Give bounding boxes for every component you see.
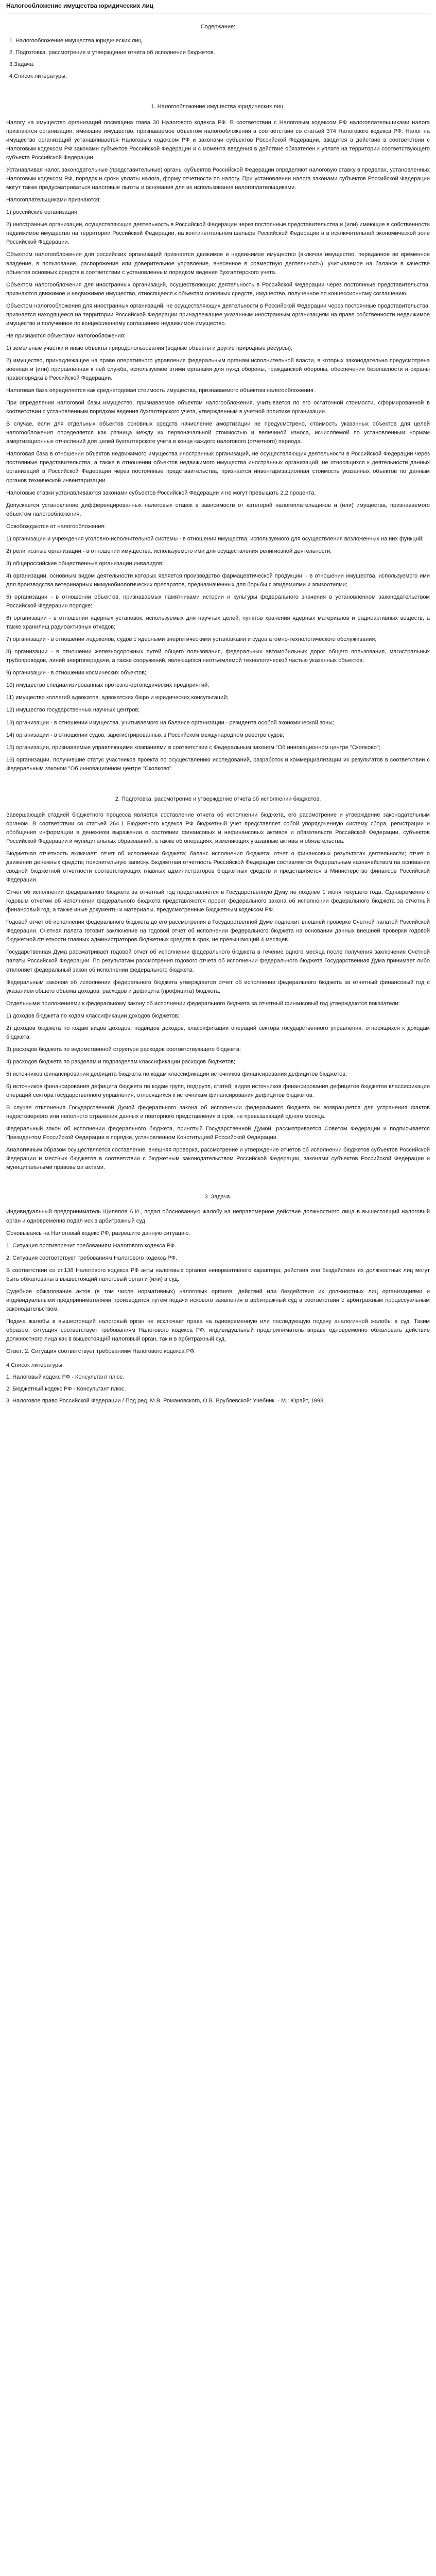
paragraph: 1. Ситуация противоречит требованиям Налогового кодекса РФ. xyxy=(6,1242,177,1249)
toc-item: 2. Подготовка, рассмотрение и утверждение отчета об исполнении бюджетов. xyxy=(9,49,215,56)
paragraph: Объектом налогообложения для иностранных организаций, осуществляющих деятельность в Российской Федерации через постоянные представительства, признаются движимое и недвижимое имущество, относящееся к объектам основных средств, имущество, полученное по концессионному соглашению. xyxy=(6,281,430,297)
paragraph: 6) источников финансирования дефицита бюджета по кодам групп, подгрупп, статей, видов источников финансирования дефицитов бюджетов классификации операций сектора государственного управления, относящихся к источникам финансирования дефицитов бюджетов. xyxy=(6,1083,430,1099)
paragraph: Налогу на имущество организаций посвящена глава 30 Налогового кодекса РФ. В соответствии с Налоговым кодексом РФ налогоплательщиками налога признаются организации, имеющие имущество, признаваемое объектом налогообложения в соответствии со статьей 374 Налогового кодекса РФ. Налог на имущество организаций устанавливается Налоговым кодексом РФ и законами субъектов Российской Федерации, вводится в действие в соответствии с Налоговым кодексом РФ законами субъектов Российской Федерации и с момента введения в действие обязателен к уплате на территории соответствующего субъекта Российской Федерации. xyxy=(6,119,430,161)
paragraph: Освобождаются от налогообложения: xyxy=(6,523,106,530)
paragraph: 1) организации и учреждения уголовно-исполнительной системы - в отношении имущества, используемого для осуществления возложенных на них функций; xyxy=(6,535,424,542)
paragraph: 2. Ситуация соответствует требованиям Налогового кодекса РФ. xyxy=(6,1255,178,1261)
paragraph: Годовой отчет об исполнении федерального бюджета до его рассмотрения в Государственной Думе подлежит внешней проверке Счетной палатой Российской Федерации. Счетная палата готовит заключение на годовой отчет об исполнении федерального бюджета на основании данных внешней проверки годовой бюджетной отчетности главных администраторов бюджетных средств в срок, не превышающий 4 месяцев. xyxy=(6,919,430,943)
footer-space xyxy=(6,1409,430,1429)
toc-item: 1. Налогообложение имущества юридических лиц. xyxy=(9,37,143,44)
section-3-heading: 3. Задача. xyxy=(204,1194,232,1200)
paragraph: 2) религиозные организации - в отношении имущества, используемого ими для осуществления религиозной деятельности; xyxy=(6,548,332,554)
section-1-body xyxy=(6,118,430,773)
paragraph: Федеральным законом об исполнении федерального бюджета утверждается отчет об исполнении федерального бюджета за отчетный финансовый год с указанием общего объема доходов, расходов и дефицита (профицита) бюджета. xyxy=(6,979,430,994)
paragraph: При определении налоговой базы имущество, признаваемое объектом налогообложения, учитывается по его остаточной стоимости, сформированной в соответствии с установленным порядком ведения бухгалтерского учета, утвержденным в учетной политике организации. xyxy=(6,400,430,415)
paragraph: Индивидуальный предприниматель Щипелов А.И., подал обоснованную жалобу на неправомерное действие должностного лица в вышестоящий налоговый орган и одновременно подал иск в арбитражный суд. xyxy=(6,1209,430,1224)
paragraph: Аналогичным образом осуществляется составление, внешняя проверка, рассмотрение и утверждение отчетов об исполнении бюджетов субъектов Российской Федерации и местных бюджетов в соответствии с бюджетным законодательством Российской Федерации, законами субъектов Российской Федерации и муниципальными правовыми актами. xyxy=(6,1147,430,1171)
section-4 xyxy=(6,1361,430,1405)
paragraph: 10) имущество специализированных протезно-ортопедических предприятий; xyxy=(6,682,210,689)
section-3-body xyxy=(6,1208,430,1356)
paragraph: 6) организации - в отношении ядерных установок, используемых для научных целей, пунктов хранения ядерных материалов и радиоактивных веществ, а также хранилищ радиоактивных отходов; xyxy=(6,615,430,631)
paragraph: Подача жалобы в вышестоящий налоговый орган не исключает права на одновременную или последующую подачу аналогичной жалобы в суд. Таким образом, ситуация соответствует требованиям Налогового кодекса РФ: индивидуальный предприниматель вправе одновременно обжаловать действие должностного лица как в вышестоящий налоговый орган, так и в арбитражный суд. xyxy=(6,1318,430,1343)
paragraph: 15) организации, признаваемые управляющими компаниями в соответствии с Федеральным законом "Об инновационном центре "Сколково"; xyxy=(6,744,380,751)
paragraph: 3) общероссийские общественные организации инвалидов; xyxy=(6,560,164,567)
section-2-body xyxy=(6,811,430,1173)
paragraph: 2) иностранные организации, осуществляющие деятельность в Российской Федерации через постоянные представительства и (или) имеющие в собственности недвижимое имущество на территории Российской Федерации, на континентальном шельфе Российской Федерации и в исключительной экономической зоне Российской Федерации. xyxy=(6,222,430,246)
paragraph: Федеральный закон об исполнении федерального бюджета, принятый Государственной Думой, рассматривается Советом Федерации и подписывается Президентом Российской Федерации в порядке, установленном Конституцией Российской Федерации. xyxy=(6,1126,430,1141)
paragraph: Допускается установление дифференцированных налоговых ставок в зависимости от категорий налогоплательщиков и (или) имущества, признаваемого объектом налогообложения. xyxy=(6,502,430,517)
paragraph: Налогоплательщиками признаются: xyxy=(6,197,101,204)
section-2 xyxy=(6,795,430,1173)
paragraph: Объектом налогообложения для российских организаций признается движимое и недвижимое имущество (включая имущество, переданное во временное владение, в пользование, распоряжение или доверительное управление, внесенное в совместную деятельность), учитываемое на балансе в качестве объектов основных средств в соответствии с установленным порядком ведения бухгалтерского учета. xyxy=(6,251,430,276)
paragraph: 1) земельные участки и иные объекты природопользования (водные объекты и другие природные ресурсы); xyxy=(6,345,293,351)
paragraph: В соответствии со ст.138 Налогового кодекса РФ акты налоговых органов ненормативного характера, действия или бездействие их должностных лиц могут быть обжалованы в вышестоящий налоговый орган и (или) в суд. xyxy=(6,1267,430,1282)
paragraph: 3. Налоговое право Российской Федерации / Под ред. М.В. Романовского, О.В. Врублевской: Учебник. - М.: Юрайт, 1998. xyxy=(6,1398,325,1404)
section-4-heading: 4.Список литературы: xyxy=(6,1362,64,1369)
paragraph: В случае отклонения Государственной Думой федерального закона об исполнении федерального бюджета он возвращается для устранения фактов недостоверного или неполного отражения данных и повторного представления в срок, не превышающий одного месяца. xyxy=(6,1105,430,1120)
paragraph: 1) российские организации; xyxy=(6,209,79,216)
paragraph: 9) организации - в отношении космических объектов; xyxy=(6,670,147,676)
paragraph: Объектом налогообложения для иностранных организаций, не осуществляющих деятельности в Российской Федерации через постоянные представительства, признается находящееся на территории Российской Федерации принадлежащее указанным иностранным организациям на праве собственности недвижимое имущество и полученное по концессионному соглашению недвижимое имущество. xyxy=(6,302,430,327)
paragraph: Налоговая база определяется как среднегодовая стоимость имущества, признаваемого объектом налогообложения. xyxy=(6,387,315,394)
page-title: Налогообложение имущества юридических лиц xyxy=(6,1,430,13)
paragraph: 16) организации, получившие статус участников проекта по осуществлению исследований, разработок и коммерциализации их результатов в соответствии с Федеральным законом "Об инновационном центре "Сколково". xyxy=(6,756,430,772)
paragraph: 5) организации - в отношении объектов, признаваемых памятниками истории и культуры федерального значения в установленном законодательством Российской Федерации порядке; xyxy=(6,594,430,609)
paragraph: Ответ: 2. Ситуация соответствует требованиям Налогового кодекса РФ. xyxy=(6,1348,196,1355)
table-of-contents xyxy=(6,23,430,81)
paragraph: Основываясь на Налоговый кодекс РФ, разрешите данную ситуацию. xyxy=(6,1230,190,1236)
paragraph: 1) доходов бюджета по кодам классификации доходов бюджетов; xyxy=(6,1012,180,1019)
paragraph: 2. Бюджетный кодекс РФ - Консультант плюс. xyxy=(6,1386,126,1393)
paragraph: Устанавливая налог, законодательные (представительные) органы субъектов Российской Федерации определяют налоговую ставку в пределах, установленных Налоговым кодексом РФ, порядок и сроки уплаты налога, форму отчетности по налогу. При установлении налога законами субъектов Российской Федерации могут также предусматриваться налоговые льготы и основания для их использования налогоплательщиками. xyxy=(6,167,430,191)
paragraph: 7) организации - в отношении ледоколов, судов с ядерными энергетическими установками и судов атомно-технологического обслуживания; xyxy=(6,636,377,643)
section-1 xyxy=(6,103,430,773)
toc-list xyxy=(9,37,430,81)
paragraph: Судебное обжалование актов (в том числе нормативных) налоговых органов, действий или бездействия их должностных лиц организациями и индивидуальными предпринимателями производится путем подачи искового заявления в арбитражный суд в соответствии с арбитражным процессуальным законодательством. xyxy=(6,1288,430,1312)
paragraph: 11) имущество коллегий адвокатов, адвокатских бюро и юридических консультаций; xyxy=(6,694,229,701)
paragraph: Налоговая база в отношении объектов недвижимого имущества иностранных организаций, не осуществляющих деятельности в Российской Федерации через постоянные представительства, а также в отношении объектов недвижимого имущества иностранных организаций, не относящихся к деятельности данных организаций в Российской Федерации через постоянные представительства, признается инвентаризационная стоимость указанных объектов по данным органов технической инвентаризации. xyxy=(6,451,430,484)
section-4-body xyxy=(6,1373,430,1405)
section-3 xyxy=(6,1193,430,1356)
toc-heading: Содержание: xyxy=(200,23,236,30)
paragraph: 8) организации - в отношении железнодорожных путей общего пользования, федеральных автомобильных дорог общего пользования, магистральных трубопроводов, линий энергопередачи, а также сооружений, являющихся неотъемлемой технологической частью указанных объектов; xyxy=(6,649,430,664)
paragraph: 12) имущество государственных научных центров; xyxy=(6,707,140,714)
paragraph: 14) организации - в отношении судов, зарегистрированных в Российском международном реестре судов; xyxy=(6,732,285,738)
paragraph: 13) организации - в отношении имущества, учитываемого на балансе организации - резидента особой экономической зоны; xyxy=(6,719,335,726)
toc-item: 3.Задача. xyxy=(9,61,35,67)
paragraph: 4) организации, основным видом деятельности которых является производство фармацевтической продукции, - в отношении имущества, используемого ими для производства ветеринарных иммунобиологических препаратов, предназначенных для борьбы с эпидемиями и эпизоотиями; xyxy=(6,572,430,588)
paragraph: 2) доходов бюджета по кодам видов доходов, подвидов доходов, классификации операций сектора государственного управления, относящихся к доходам бюджета; xyxy=(6,1025,430,1040)
paragraph: Не признаются объектами налогообложения: xyxy=(6,332,126,339)
paragraph: В случае, если для отдельных объектов основных средств начисление амортизации не предусмотрено, стоимость указанных объектов для целей налогообложения определяется как разница между их первоначальной стоимостью и величиной износа, исчисляемой по установленным нормам амортизационных отчислений для целей бухгалтерского учета в конце каждого налогового (отчетного) периода. xyxy=(6,421,430,445)
paragraph: Завершающей стадией бюджетного процесса является составление отчета об исполнении бюджета, его рассмотрение и утверждение законодательным органом. В соответствии со статьей 264.1 Бюджетного кодекса РФ бюджетный учет представляет собой упорядоченную систему сбора, регистрации и обобщения информации в денежном выражении о состоянии финансовых и нефинансовых активов и обязательств Российской Федерации, субъектов Российской Федерации и муниципальных образований, а также об операциях, изменяющих указанные активы и обязательства. xyxy=(6,811,430,844)
paragraph: Налоговые ставки устанавливаются законами субъектов Российской Федерации и не могут превышать 2,2 процента. xyxy=(6,489,316,496)
section-1-heading: 1. Налогообложение имущества юридических лиц. xyxy=(151,103,285,110)
paragraph: 5) источников финансирования дефицита бюджета по кодам классификации источников финансирования дефицитов бюджетов; xyxy=(6,1071,347,1077)
paragraph: Государственная Дума рассматривает годовой отчет об исполнении федерального бюджета в течение одного месяца после получения заключения Счетной палаты Российской Федерации. По результатам рассмотрения годового отчета об исполнении федерального бюджета Государственная Дума принимает либо отклоняет федеральный закон об исполнении федерального бюджета. xyxy=(6,949,430,973)
paragraph: 4) расходов бюджета по разделам и подразделам классификации расходов бюджетов; xyxy=(6,1058,236,1065)
section-2-heading: 2. Подготовка, рассмотрение и утверждение отчета об исполнении бюджетов. xyxy=(115,795,321,802)
paragraph: Отчет об исполнении федерального бюджета за отчетный год представляется в Государственную Думу не позднее 1 июня текущего года. Одновременно с годовым отчетом об исполнении федерального бюджета представляются проект федерального закона об исполнении федерального бюджета за отчетный финансовый год, а также иные документы и материалы, предусмотренные Бюджетным кодексом РФ. xyxy=(6,889,430,913)
paragraph: 2) имущество, принадлежащее на праве оперативного управления федеральным органам исполнительной власти, в которых законодательно предусмотрена военная и (или) приравненная к ней служба, используемое этими органами для нужд обороны, гражданской обороны, обеспечения безопасности и охраны правопорядка в Российской Федерации. xyxy=(6,357,430,382)
paragraph: Бюджетная отчетность включает: отчет об исполнении бюджета; баланс исполнения бюджета; отчет о финансовых результатах деятельности; отчет о движении денежных средств; пояснительную записку. Бюджетная отчетность Российской Федерации составляется Федеральным казначейством на основании сводной бюджетной отчетности соответствующих главных администраторов бюджетных средств и представляется в Министерство финансов Российской Федерации. xyxy=(6,850,430,884)
paragraph: Отдельными приложениями к федеральному закону об исполнении федерального бюджета за отчетный финансовый год утверждаются показатели: xyxy=(6,1000,400,1007)
paragraph: 1. Налоговый кодекс РФ - Консультант плюс. xyxy=(6,1374,125,1381)
paragraph: 3) расходов бюджета по ведомственной структуре расходов соответствующего бюджета; xyxy=(6,1046,241,1053)
toc-item: 4.Список литературы. xyxy=(9,73,67,79)
